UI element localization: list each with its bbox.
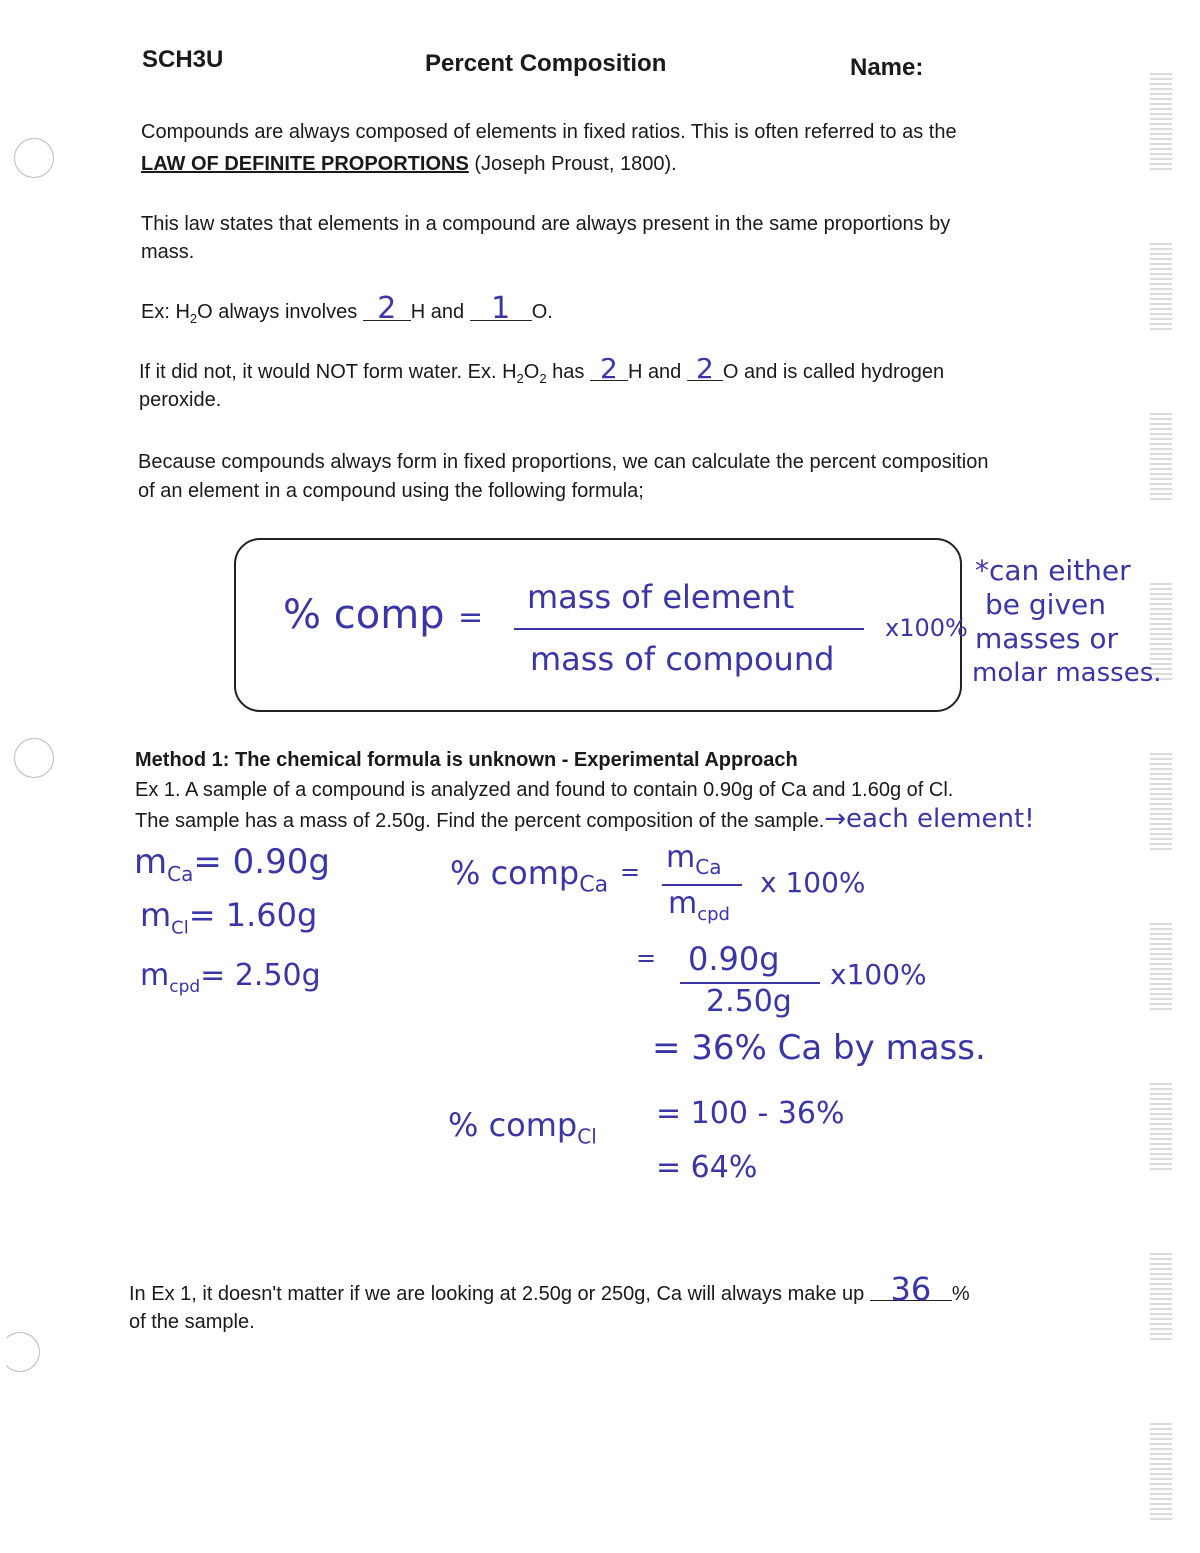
given-m-ca: $m_{Ca}= 0.90g$ — [134, 842, 330, 886]
scan-artifact — [1150, 1250, 1172, 1340]
frac2-denominator: 2.50g — [706, 984, 792, 1019]
pct-comp-cl-label: % comp$_{Cl}$ — [448, 1106, 597, 1149]
formula-lhs: % comp — [283, 592, 445, 638]
formula-note-line2: be given — [985, 588, 1106, 621]
scan-artifact — [1150, 240, 1172, 330]
ca-equals-2: = — [636, 944, 657, 972]
law-name: LAW OF DEFINITE PROPORTIONS — [141, 153, 469, 175]
peroxide-o-answer: 2 — [687, 358, 723, 381]
method1-annotation: →each element! — [824, 804, 1035, 834]
peroxide-line1: If it did not, it would NOT form water. Ex. $H_2O_2$ has 2 H and 2 O and is called hydrogen — [139, 352, 945, 386]
frac1-numerator: $m_{Ca}$ — [666, 840, 722, 879]
closing-answer: 36 — [870, 1278, 952, 1301]
formula-equals: = — [458, 600, 484, 635]
scan-artifact — [1150, 70, 1172, 170]
frac2-numerator: 0.90g — [688, 940, 780, 978]
formula-denominator: mass of compound — [530, 640, 835, 678]
scan-artifact — [1150, 750, 1172, 850]
formula-note-line1: *can either — [975, 554, 1131, 587]
page-title: Percent Composition — [425, 50, 667, 77]
method1-heading: Method 1: The chemical formula is unknown - Experimental Approach — [135, 749, 798, 771]
scan-artifact — [1150, 410, 1172, 500]
formula-fraction-bar — [514, 628, 864, 630]
course-code: SCH3U — [142, 46, 224, 73]
law-statement-line2: mass. — [141, 241, 195, 263]
closing-line2: of the sample. — [129, 1311, 255, 1333]
given-m-cl: $m_{Cl}= 1.60g$ — [140, 896, 318, 939]
ca-result: = 36% Ca by mass. — [652, 1028, 986, 1068]
binder-hole-top — [14, 138, 54, 178]
scan-artifact — [1150, 1080, 1172, 1170]
formula-note-line3: masses or — [975, 622, 1118, 655]
formula-note-line4: molar masses. — [972, 658, 1162, 688]
cl-step2: = 64% — [656, 1150, 758, 1185]
frac2-times-100: x100% — [830, 958, 927, 991]
method1-line1: Ex 1. A sample of a compound is analyzed and found to contain 0.90g of Ca and 1.60g of Cl. — [135, 779, 954, 801]
binder-hole-bottom — [0, 1332, 40, 1372]
ca-equals-1: = — [620, 858, 641, 886]
water-example: Ex: $H_2O$ always involves 2 H and 1 O. — [141, 291, 553, 326]
intro-line1: Compounds are always composed of elements in fixed ratios. This is often referred to as the — [141, 121, 957, 143]
intro-line2 — [141, 150, 677, 178]
closing-line1: In Ex 1, it doesn't matter if we are looking at 2.50g or 250g, Ca will always make up 36 % — [129, 1270, 970, 1308]
scan-artifact — [1150, 1420, 1172, 1520]
frac1-times-100: x 100% — [760, 866, 866, 899]
binder-hole-middle — [14, 738, 54, 778]
formula-times-100: x100% — [885, 614, 968, 642]
law-attribution: (Joseph Proust, 1800). — [468, 153, 677, 175]
water-o-answer: 1 — [470, 298, 532, 321]
frac1-denominator: $m_{cpd}$ — [668, 886, 730, 925]
given-m-cpd: $m_{cpd}= 2.50g$ — [140, 958, 321, 997]
scan-artifact — [1150, 920, 1172, 1010]
because-line1: Because compounds always form in fixed proportions, we can calculate the percent composition — [138, 451, 989, 473]
water-h-answer: 2 — [363, 298, 411, 321]
pct-comp-ca-label: % comp$_{Ca}$ — [450, 854, 609, 898]
peroxide-line2: peroxide. — [139, 389, 222, 411]
because-line2: of an element in a compound using the following formula; — [138, 480, 644, 502]
peroxide-h-answer: 2 — [590, 358, 628, 381]
law-statement-line1: This law states that elements in a compound are always present in the same proportions by — [141, 213, 951, 235]
cl-step1: = 100 - 36% — [656, 1096, 845, 1131]
method1-line2: The sample has a mass of 2.50g. Find the percent composition of the sample.→each element! — [135, 804, 1035, 834]
name-label: Name: — [850, 54, 924, 81]
formula-numerator: mass of element — [527, 578, 795, 616]
